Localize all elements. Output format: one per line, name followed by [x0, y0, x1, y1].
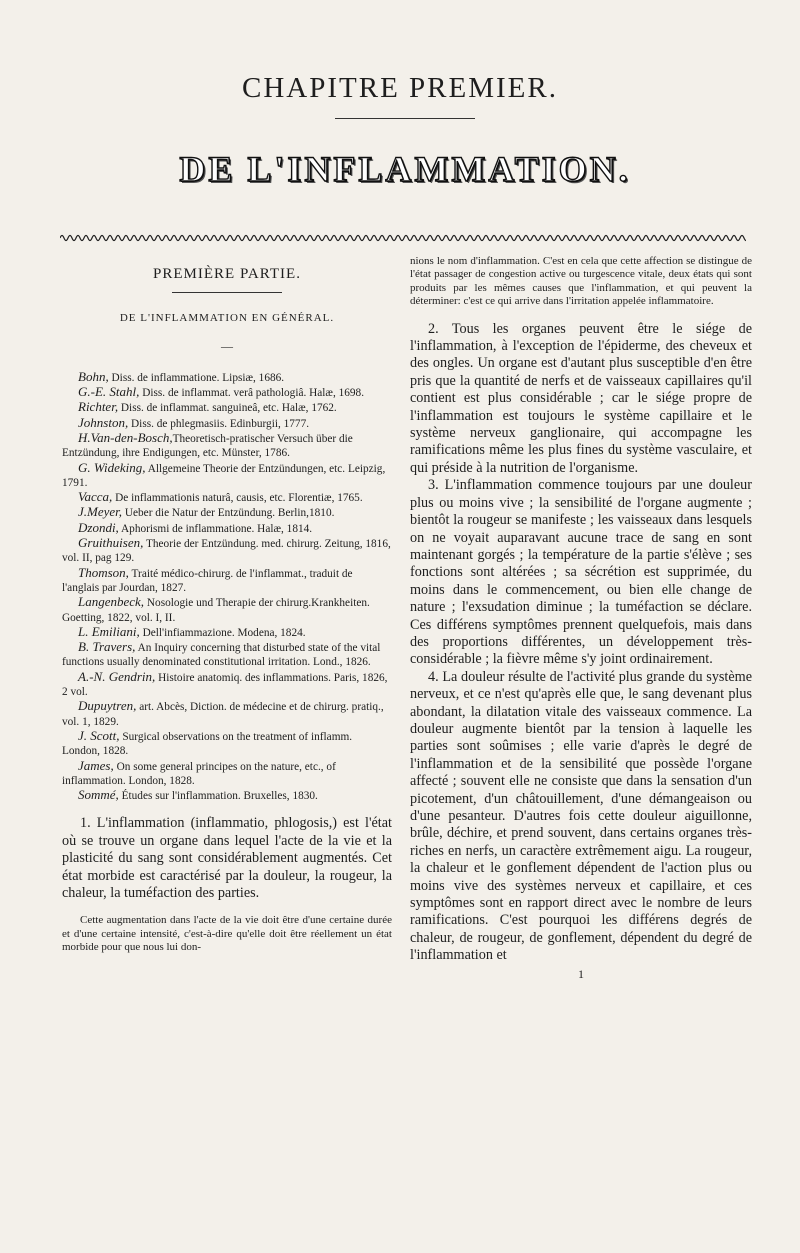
biblio-entry: Dupuytren, art. Abcès, Diction. de médecine et de chirurg. pratiq., vol. 1, 1829.	[62, 698, 384, 728]
wavy-divider	[60, 232, 746, 244]
footnote-right: nions le nom d'inflammation. C'est en cela que cette affection se distingue de l'état passager de congestion active ou turgescence vitale, deux états qui sont produits par les mêmes causes que l'inflammation, et qui peuvent la déterminer: c'est ce qui arrive dans l'irritation appelée inflammatoire.	[410, 255, 752, 308]
biblio-entry: Johnston, Diss. de phlegmasiis. Edinburgii, 1777.	[78, 414, 310, 430]
right-column	[410, 255, 752, 981]
biblio-entry: Sommé, Études sur l'inflammation. Bruxelles, 1830.	[78, 787, 318, 803]
biblio-entry: B. Travers, An Inquiry concerning that disturbed state of the vital functions usually denominated constitutional irritation. Lond., 1826.	[62, 639, 381, 669]
biblio-entry: Bohn, Diss. de inflammatione. Lipsiæ, 1686.	[78, 368, 285, 384]
page-number: 1	[578, 966, 584, 981]
part-subtitle: DE L'INFLAMMATION EN GÉNÉRAL.	[119, 311, 335, 324]
biblio-entry: H.Van-den-Bosch,Theoretisch-pratischer Versuch über die Entzündung, ihre Endigungen, etc. Münster, 1786.	[62, 429, 353, 460]
biblio-entry: G.-E. Stahl, Diss. de inflammat. verâ pathologiâ. Halæ, 1698.	[78, 384, 365, 400]
part-title: PREMIÈRE PARTIE.	[153, 266, 301, 282]
paragraph-2: 2. Tous les organes peuvent être le siége de l'inflammation, à l'exception de l'épiderme, des cheveux et des ongles. Un organe est d'autant plus susceptible d'en être pris que la quantité de nerfs et de vaisseaux capillaires qu'il contient est plus considérable ; car le siége propre de l'inflammation est toujours le système capillaire et le système nerveux ganglionaire, qui accompagne les ramifications même les plus fines du système vasculaire, et qui préside à la nutrition de l'organisme.	[410, 320, 752, 476]
paragraph-3: 3. L'inflammation commence toujours par une douleur plus ou moins vive ; la sensibilité de l'organe augmente ; bientôt la rougeur se manifeste ; les vaisseaux dans lesquels on ne voyait auparavant aucune trace de sang en sont maintenant gorgés ; la température de la partie s'élève ; ses fonctions sont altérées ; sa sécrétion est supprimée, du moins dans le commencement, ou bien elle change de nature ; l'exsudation diminue ; la tuméfaction se déclare. Ces différens symptômes prennent quelquefois, mais dans des proportions différentes, un développement très-considérable ; la fièvre même s'y joint ordinairement.	[410, 477, 752, 668]
bibliography	[62, 370, 392, 804]
biblio-entry: Langenbeck, Nosologie und Therapie der chirurg.Krankheiten. Goetting, 1822, vol. I, II.	[62, 594, 370, 624]
part-rule	[172, 292, 282, 293]
decorative-banner-title: DE L'INFLAMMATION.	[179, 149, 631, 189]
biblio-entry: G. Wideking, Allgemeine Theorie der Entzündungen, etc. Leipzig, 1791.	[62, 459, 386, 489]
paragraph-4: 4. La douleur résulte de l'activité plus grande du système nerveux, et ce n'est qu'après elle que, le sang devenant plus abondant, la dilatation vitale des vaisseaux commence. La douleur augmente bientôt par la tension à laquelle les parties sont soûmises ; elle varie d'après le degré de l'inflammation et de la sensibilité que possède l'organe affecté ; souvent elle ne consiste que dans la sensation d'un picotement, d'un châtouillement, d'une démangeaison ou d'une pesanteur. D'autres fois cette douleur aiguillonne, brûle, déchire, et prend souvent, dans certains organes très-riches en nerfs, un caractère extrêmement aigu. La rougeur, la chaleur et le gonflement dépendent de l'action plus ou moins vive des systèmes nerveux et capillaire, et ces symptômes sont en rapport direct avec le nombre de leurs ramifications. C'est pourquoi les différens degrés de chaleur, de rougeur, de gonflement, dépendent du degré de l'inflammation et	[410, 668, 752, 964]
biblio-entry: Gruithuisen, Theorie der Entzündung. med. chirurg. Zeitung, 1816, vol. II, pag 129.	[62, 535, 391, 565]
section-dash: —	[221, 339, 233, 354]
footnote-left: Cette augmentation dans l'acte de la vie doit être d'une certaine durée et d'une certaine intensité, c'est-à-dire qu'elle doit être réellement un état morbide pour que nous lui don-	[62, 914, 392, 954]
paragraph-1: 1. L'inflammation (inflammatio, phlogosis,) est l'état où se trouve un organe dans lequel l'acte de la vie et la plasticité du sang sont considérablement augmentés. Cet état morbide est caractérisé par la douleur, la rougeur, la chaleur, la tuméfaction des parties.	[62, 815, 392, 902]
biblio-entry: James, On some general principes on the nature, etc., of inflammation. London, 1828.	[62, 757, 336, 787]
left-column	[62, 255, 392, 955]
chapter-title: CHAPITRE PREMIER.	[242, 72, 558, 104]
biblio-entry: Richter, Diss. de inflammat. sanguineâ, etc. Halæ, 1762.	[78, 399, 337, 415]
biblio-entry: Vacca, De inflammationis naturâ, causis, etc. Florentiæ, 1765.	[78, 489, 363, 505]
biblio-entry: L. Emiliani, Dell'infiammazione. Modena, 1824.	[78, 623, 306, 639]
title-rule	[335, 118, 475, 119]
biblio-entry: A.-N. Gendrin, Histoire anatomiq. des inflammations. Paris, 1826, 2 vol.	[62, 668, 388, 699]
biblio-entry: J.Meyer, Ueber die Natur der Entzündung. Berlin,1810.	[78, 504, 335, 520]
biblio-entry: Dzondi, Aphorismi de inflammatione. Halæ, 1814.	[78, 519, 313, 535]
biblio-entry: Thomson, Traité médico-chirurg. de l'inflammat., traduit de l'anglais par Jourdan, 1827.	[62, 564, 353, 594]
biblio-entry: J. Scott, Surgical observations on the treatment of inflamm. London, 1828.	[62, 727, 353, 758]
